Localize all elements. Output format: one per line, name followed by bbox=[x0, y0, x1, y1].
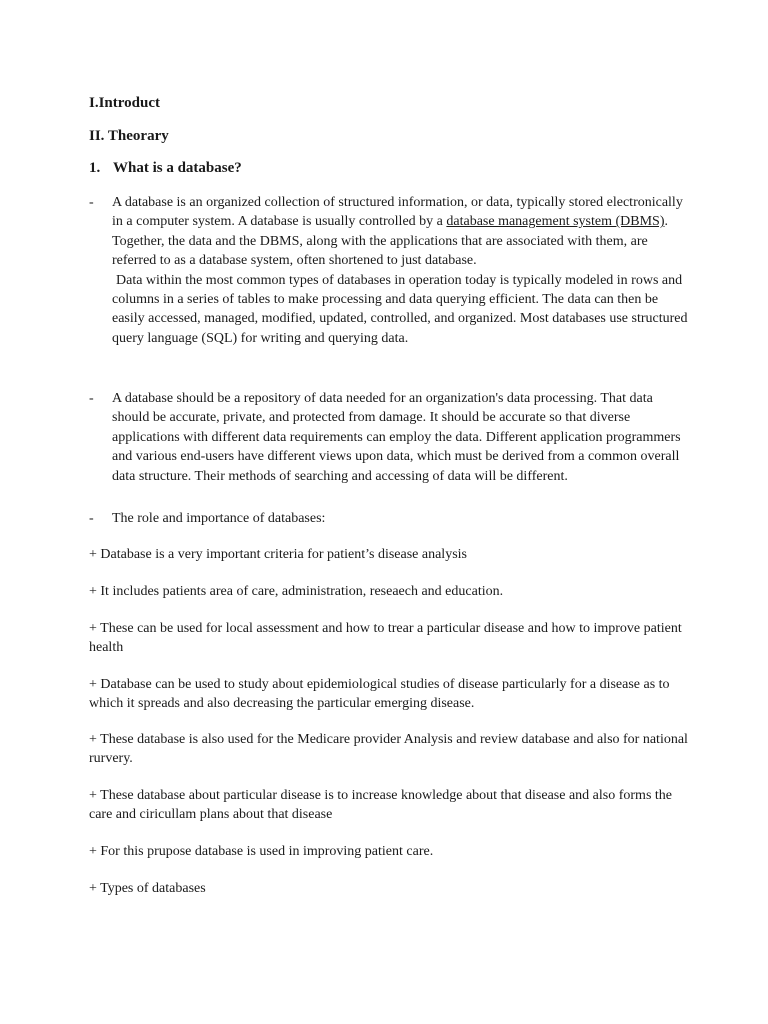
definition-text-start: A database is an organized collection of structured information, or data, typically stored electronically in a computer system. A database is usually controlled by a bbox=[112, 195, 683, 230]
heading-what-is-database bbox=[89, 159, 242, 178]
bullet-dash: - bbox=[89, 195, 94, 210]
bullet-role-importance bbox=[89, 509, 689, 528]
bullet-definition bbox=[89, 193, 689, 348]
data-model-paragraph: Data within the most common types of databases in operation today is typically modeled in rows and columns in a series of tables to make processing and data querying efficient. The data can then be easily accessed, managed, modified, updated, controlled, and organized. Most databases use structured query language (SQL) for writing and querying data. bbox=[112, 272, 688, 346]
plus-item-patient-care: + For this prupose database is used in improving patient care. bbox=[89, 844, 434, 859]
heading-theory: II. Theorary bbox=[89, 128, 169, 144]
plus-item-disease-analysis: + Database is a very important criteria for patient’s disease analysis bbox=[89, 547, 467, 562]
bullet-dash: - bbox=[89, 511, 94, 526]
plus-item-epidemiology: + Database can be used to study about epidemiological studies of disease particularly for a disease as to which it spreads and also decreasing the particular emerging disease. bbox=[89, 677, 670, 711]
definition-paragraph bbox=[112, 193, 689, 271]
heading-text: What is a database? bbox=[113, 160, 242, 176]
repository-paragraph: A database should be a repository of data needed for an organization's data processing. That data should be accurate, private, and protected from damage. It should be accurate so that diverse applications with different data requirements can employ the data. Different application programmers and various end-users have different views upon data, which must be derived from a common overall data structure. Their methods of searching and accessing of data will be different. bbox=[112, 391, 681, 484]
dbms-link[interactable]: database management system (DBMS) bbox=[446, 214, 665, 230]
definition-text-end: . Together, the data and the DBMS, along with the applications that are associated with them, are referred to as a database system, often shortened to just database. bbox=[112, 214, 668, 269]
heading-number: 1. bbox=[89, 160, 101, 176]
plus-item-local-assessment: + These can be used for local assessment and how to trear a particular disease and how to improve patient health bbox=[89, 621, 682, 655]
bullet-repository bbox=[89, 389, 689, 486]
plus-item-areas-of-care: + It includes patients area of care, administration, reseaech and education. bbox=[89, 584, 504, 599]
bullet-dash: - bbox=[89, 391, 94, 406]
plus-item-knowledge: + These database about particular disease is to increase knowledge about that disease and also forms the care and ciricullam plans about that disease bbox=[89, 788, 672, 822]
role-importance-text: The role and importance of databases: bbox=[112, 511, 326, 526]
plus-item-medicare: + These database is also used for the Medicare provider Analysis and review database and also for national rurvery. bbox=[89, 732, 688, 766]
plus-item-types-of-databases: + Types of databases bbox=[89, 881, 206, 896]
heading-introduction: I.Introduct bbox=[89, 95, 160, 111]
